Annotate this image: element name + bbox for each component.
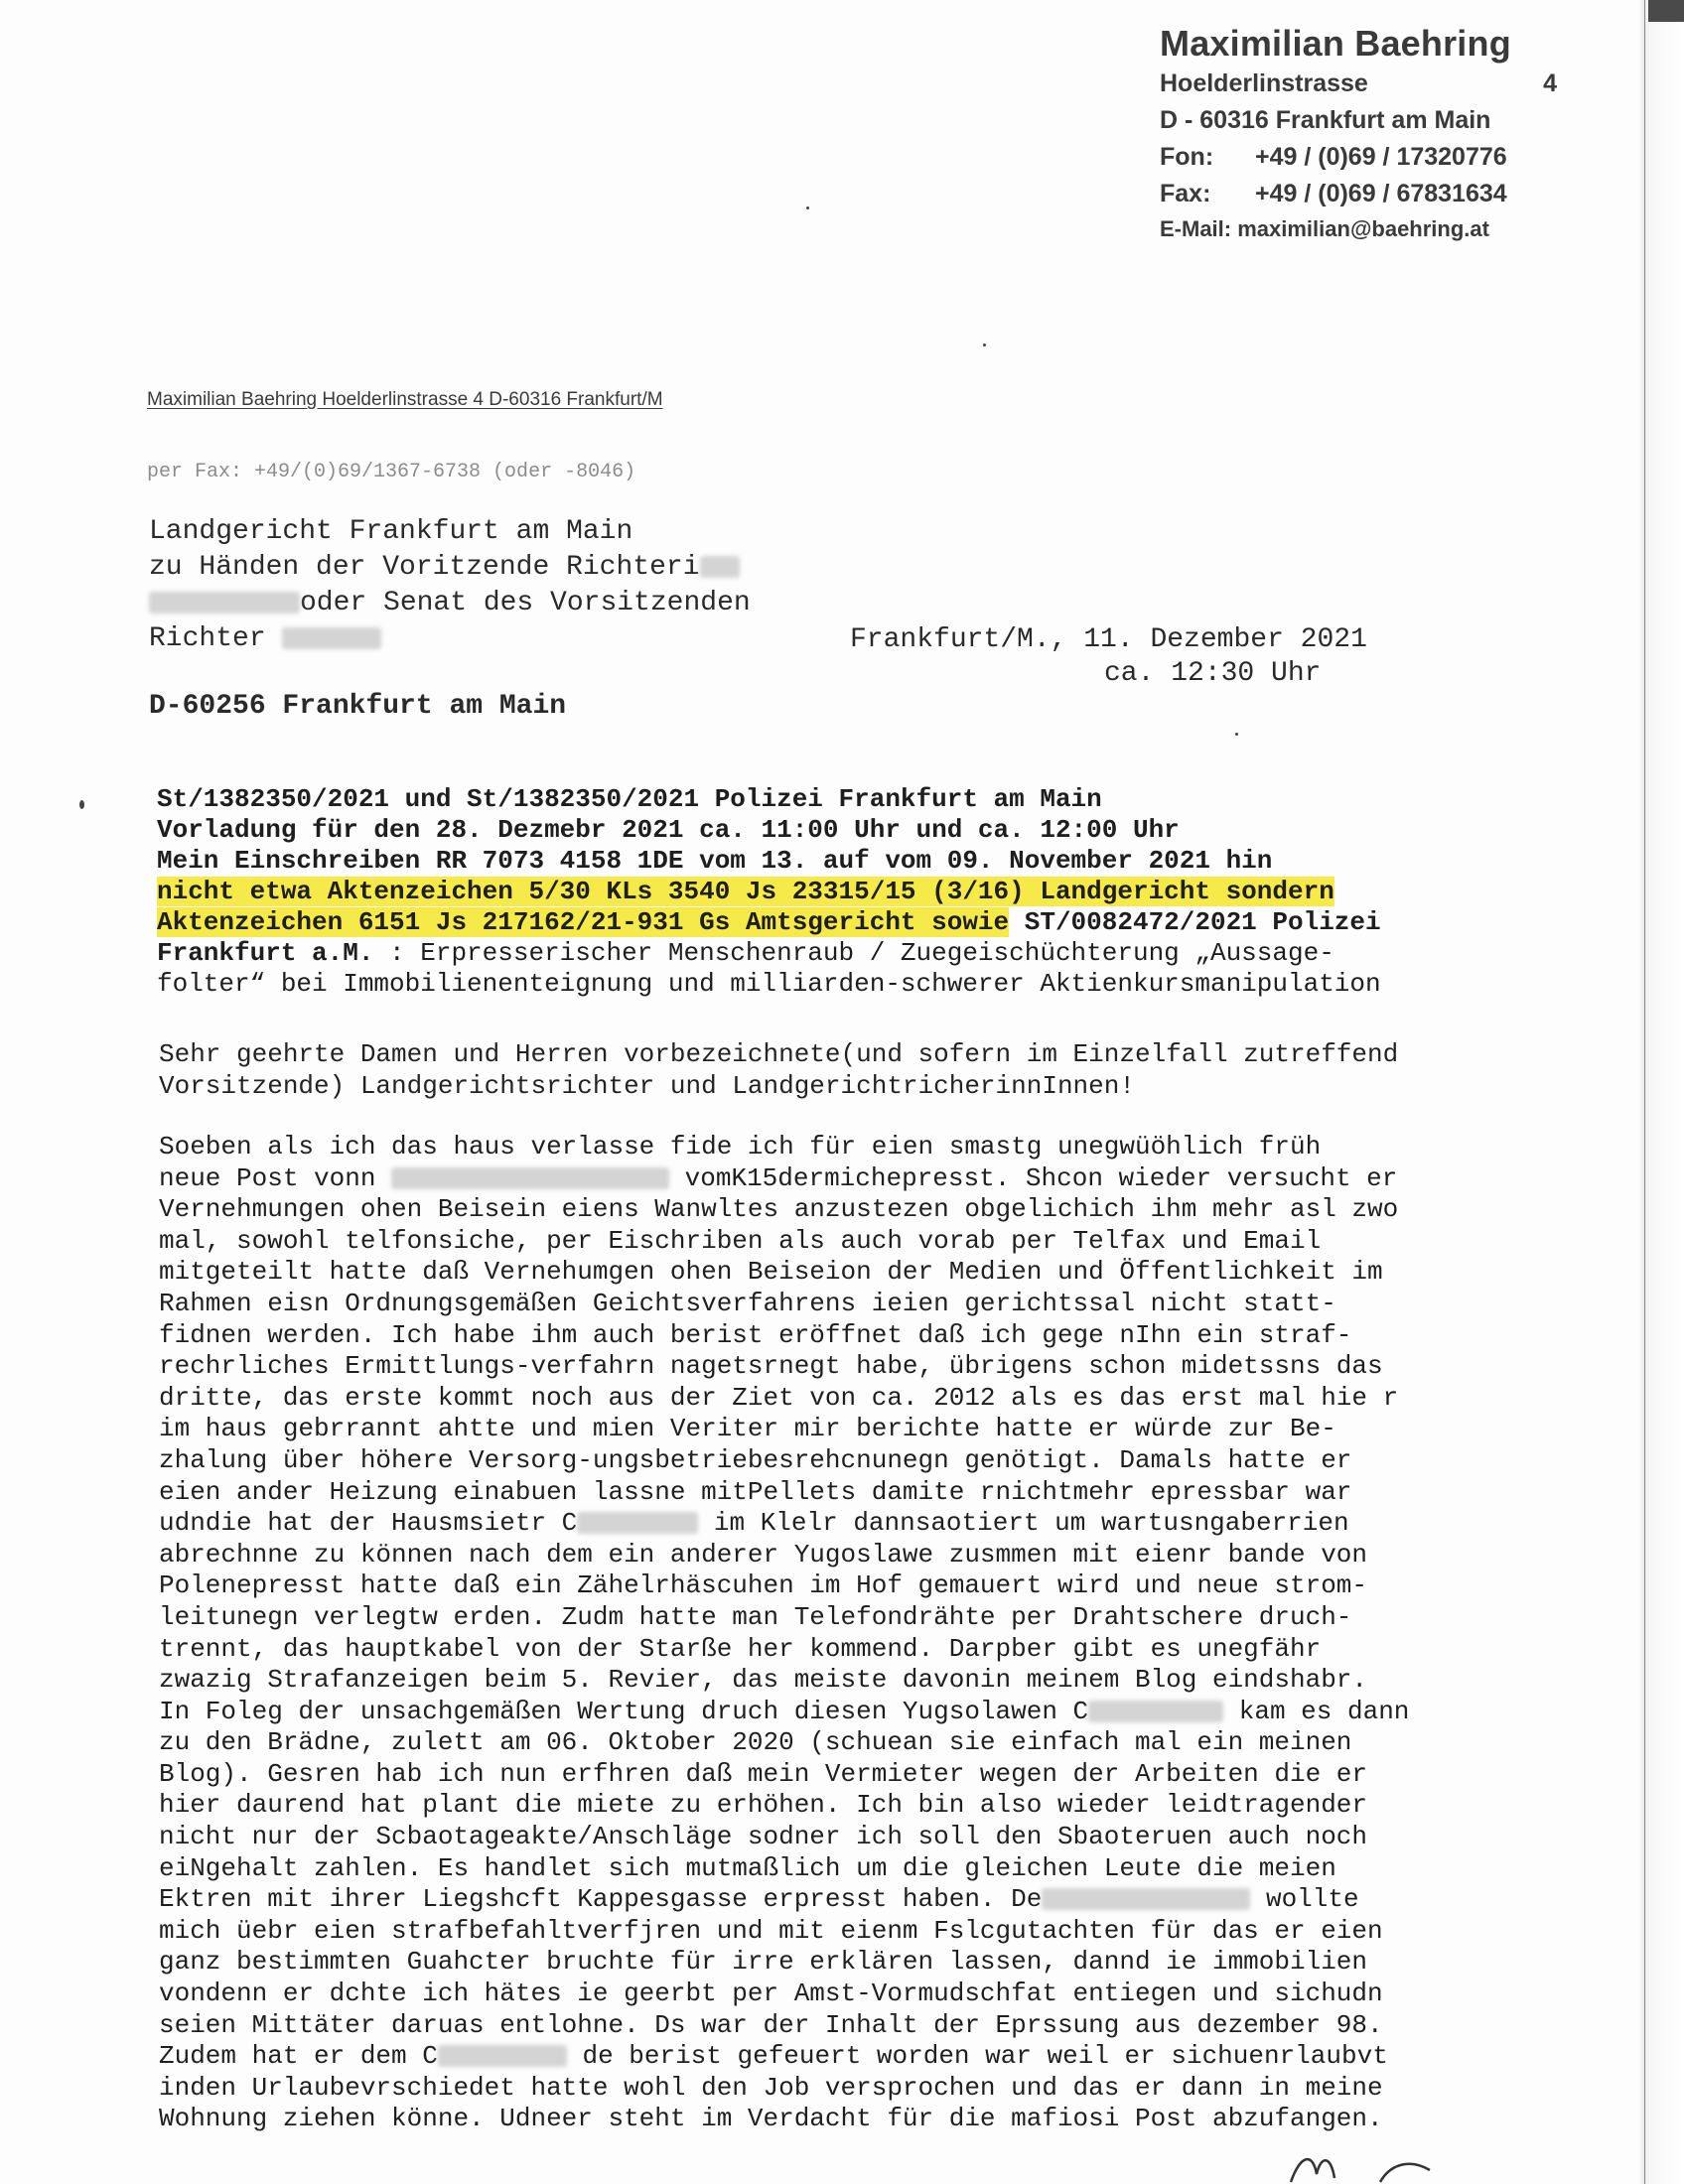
redaction-block [1042,1888,1250,1910]
body-line [159,2041,1509,2073]
fax-routing-line: per Fax: +49/(0)69/1367-6738 (oder -8046) [147,461,636,483]
salutation [159,1038,1509,1102]
body-line: fidnen werden. Ich habe ihm auch berist eröffnet daß ich gege nIhn ein straf- [159,1319,1352,1350]
letterhead-name: Maximilian Baehring [1160,23,1511,64]
scan-corner-shadow [1648,0,1684,22]
body-line: zhalung über höhere Versorg-ungsbetriebesrehcnunegn genötigt. Damals hatte er [159,1444,1352,1475]
body-line [159,1163,1509,1195]
redaction-block [438,2045,567,2067]
time: ca. 12:30 Uhr [1104,658,1322,689]
salutation-line-2: Vorsitzende) Landgerichtsrichter und LandgerichtricherinnInnen! [159,1071,1135,1101]
fax-label: Fax: [1160,180,1211,207]
recipient-line-4-wrap [149,621,751,657]
body-line: abrechnne zu können nach dem ein anderer Yugoslawe zusmmen mit eienr bande von [159,1539,1367,1570]
body-line [159,1884,1509,1916]
body-line: mich üebr eien strafbefahltverfjren und mit eienm Fslcgutachten für das er eien [159,1915,1383,1946]
redaction-block [700,556,740,578]
redaction-block [577,1512,698,1534]
body-line: Blog). Gesren hab ich nun erfhren daß mein Vermieter wegen der Arbeiten die er [159,1758,1367,1789]
subject-line-6-rest: : Erpresserischer Menschenraub / Zuegeischüchterung „Aussage- [373,938,1334,968]
body-line [159,1508,1509,1540]
body-text-run: udndie hat der Hausmsietr C [159,1508,578,1539]
body-text-run: In Foleg der unsachgemäßen Wertung druch diesen Yugsolawen C [159,1696,1089,1726]
letter-body [159,1132,1509,2135]
subject-line-6-wrap [157,938,1487,969]
subject-line-7: folter“ bei Immobilienenteignung und milliarden-schwerer Aktienkursmanipulation [157,969,1381,999]
body-line: zwazig Strafanzeigen beim 5. Revier, das meiste davonin meinem Blog eindshabr. [159,1665,1367,1696]
letterhead [1160,22,1577,246]
recipient-line-2: zu Händen der Voritzende Richteri [149,552,700,583]
body-text-run: neue Post vonn [159,1162,376,1193]
body-line [159,1697,1509,1728]
salutation-line-1: Sehr geehrte Damen und Herren vorbezeichnete(und sofern im Einzelfall zutreffend [159,1039,1399,1069]
letterhead-house-number: 4 [1543,69,1557,97]
phone-number: +49 / (0)69 / 17320776 [1255,143,1507,171]
body-line: Polenepresst hatte daß ein Zähelrhäscuhen im Hof gemauert wird und neue strom- [159,1570,1367,1601]
scan-speck [1235,733,1238,736]
recipient-line-2-wrap [149,550,751,586]
body-line: trennt, das hauptkabel von der Starße her kommend. Darpber gibt es unegfähr [159,1633,1322,1664]
body-line: zu den Brädne, zulett am 06. Oktober 2020 (schuean sie einfach mal ein meinen [159,1727,1352,1758]
subject-line-5-wrap [157,907,1487,938]
scan-speck [806,206,809,209]
body-line: Vernehmungen ohen Beisein eiens Wanwltes anzustezen obgelichich ihm mehr asl zwo [159,1194,1399,1225]
letterhead-fax-line [1160,176,1577,212]
body-line: eiNgehalt zahlen. Es handlet sich mutmaßlich um die gleichen Leute die meien [159,1852,1336,1883]
body-line: Rahmen eisn Ordnungsgemäßen Geichtsverfahrens ieien gerichtssal nicht statt- [159,1288,1336,1318]
subject-highlight-1: nicht etwa Aktenzeichen 5/30 KLs 3540 Js 23315/15 (3/16) Landgericht sondern [157,877,1334,906]
body-text-run: Ektren mit ihrer Liegshcft Kappesgasse erpresst haben. De [159,1884,1043,1915]
recipient-line-3-wrap [149,586,751,621]
subject-line-6-bold: Frankfurt a.M. [157,938,374,968]
body-line: mal, sowohl telfonsiche, per Eischriben als auch vorab per Telfax und Email [159,1225,1322,1256]
place-date: Frankfurt/M., 11. Dezember 2021 [850,624,1367,655]
letterhead-street: Hoelderlinstrasse [1160,69,1368,97]
letterhead-street-line [1160,66,1577,102]
body-line: Wohnung ziehen könne. Udneer steht im Verdacht für die mafiosi Post abzufangen. [159,2104,1383,2134]
scan-speck [983,343,986,346]
body-line: eien ander Heizung einabuen lassne mitPellets damite rnichtmehr epressbar war [159,1476,1352,1507]
body-text-run: vomK15dermichepresst. Shcon wieder versucht er [684,1162,1398,1193]
letterhead-email: E-Mail: maximilian@baehring.at [1160,216,1489,241]
body-line: nicht nur der Scbaotageakte/Anschläge sodner ich soll den Sbaoteruen auch noch [159,1822,1367,1852]
redaction-block [282,627,381,649]
body-line: vondenn er dchte ich hätes ie geerbt per Amst-Vormudschfat entiegen und sichudn [159,1979,1383,2009]
subject-line-5-rest: ST/0082472/2021 Polizei [1009,907,1381,937]
body-line: inden Urlaubevrschiedet hatte wohl den Job versprochen und das er dann in meine [159,2072,1383,2103]
body-line: hier daurend hat plant die miete zu erhöhen. Ich bin also wieder leidtragender [159,1790,1367,1821]
phone-label: Fon: [1160,143,1214,171]
sender-return-address: Maximilian Baehring Hoelderlinstrasse 4 D-60316 Frankfurt/M [147,389,663,410]
body-line: rechrliches Ermittlungs-verfahrn nagetsrnegt habe, übrigens schon midetssns das [159,1351,1383,1382]
date-block [850,623,1367,691]
redaction-block [149,592,300,614]
signature-stroke [1271,2144,1509,2184]
subject-line-2: Vorladung für den 28. Dezmebr 2021 ca. 11:00 Uhr und ca. 12:00 Uhr [157,815,1180,845]
body-line: Soeben als ich das haus verlasse fide ich für eien smastg unegwüöhlich früh [159,1132,1322,1161]
body-text-run: wollte [1265,1884,1359,1915]
recipient-line-3: oder Senat des Vorsitzenden [300,588,751,618]
body-text-run: kam es dann [1238,1696,1410,1726]
body-line: im haus gebrrannt ahtte und mien Veriter mir berichte hatte er würde zur Be- [159,1414,1336,1444]
body-line: ganz bestimmten Guahcter bruchte für irre erklären lassen, dannd ie immobilien [159,1947,1367,1978]
body-line: dritte, das erste kommt noch aus der Ziet von ca. 2012 als es das erst mal hie r [159,1382,1399,1413]
redaction-block [391,1167,669,1189]
scan-page-edge [1638,0,1684,2184]
body-line: mitgeteilt hatte daß Vernehumgen ohen Beiseion der Medien und Öffentlichkeit im [159,1257,1383,1288]
subject-line-4-wrap [157,877,1487,907]
letterhead-phone-line [1160,139,1577,176]
recipient-line-4: Richter [149,623,266,654]
subject-highlight-2: Aktenzeichen 6151 Js 217162/21-931 Gs Amtsgericht sowie [157,907,1010,937]
body-line: leitunegn verlegtw erden. Zudm hatte man Telefondrähte per Drahtschere druch- [159,1601,1352,1632]
redaction-block [1088,1701,1223,1722]
recipient-line-1: Landgericht Frankfurt am Main [149,516,633,547]
body-text-run: im Klelr dannsaotiert um wartusngaberrien [713,1508,1349,1539]
body-text-run: Zudem hat er dem C [159,2041,438,2072]
recipient-address [149,514,751,725]
subject-block [157,784,1487,1000]
fax-number: +49 / (0)69 / 67831634 [1255,180,1507,207]
body-line: seien Mittäter daruas entlohne. Ds war der Inhalt der Eprssung aus dezember 98. [159,2009,1383,2040]
recipient-zip-city: D-60256 Frankfurt am Main [149,691,567,722]
scan-speck [79,800,84,809]
subject-line-3: Mein Einschreiben RR 7073 4158 1DE vom 13. auf vom 09. November 2021 hin [157,846,1273,876]
subject-line-1: St/1382350/2021 und St/1382350/2021 Polizei Frankfurt am Main [157,784,1102,814]
letterhead-city: D - 60316 Frankfurt am Main [1160,106,1491,134]
body-text-run: de berist gefeuert worden war weil er sichuenrlaubvt [582,2041,1388,2072]
